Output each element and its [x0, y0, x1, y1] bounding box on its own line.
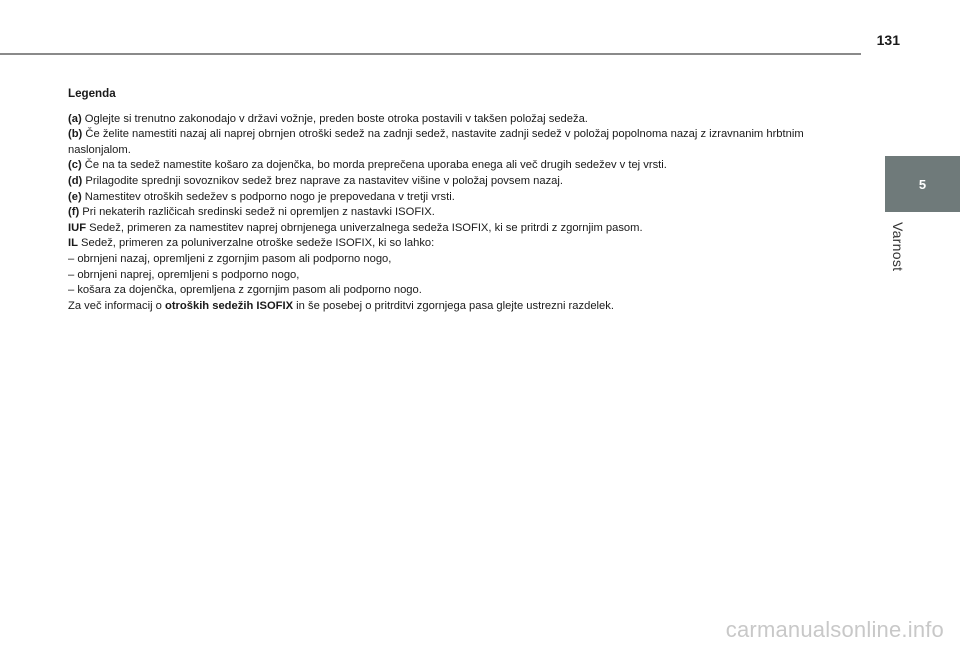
dash-item: – obrnjeni naprej, opremljeni s podporno nogo,	[68, 268, 300, 281]
footer-text-bold: otroških sedežih ISOFIX	[165, 299, 294, 312]
legend-text: Pri nekaterih različicah sredinski sedež ni opremljen z nastavki ISOFIX.	[79, 206, 435, 219]
legend-item-a	[68, 112, 858, 128]
legend-text: Sedež, primeren za namestitev naprej obrnjenega univerzalnega sedeža ISOFIX, ki se pritrdi z zgornjim pasom.	[86, 221, 643, 234]
legend-label: (f)	[68, 206, 80, 219]
legend-text: Če na ta sedež namestite košaro za dojenčka, bo morda preprečena uporaba enega ali več drugih sedežev v tej vrsti.	[81, 159, 667, 172]
legend-section	[68, 86, 858, 314]
legend-text: Oglejte si trenutno zakonodajo v državi vožnje, preden boste otroka postavili v takšen položaj sedeža.	[81, 112, 588, 125]
chapter-tab	[885, 156, 960, 212]
legend-item-b	[68, 127, 858, 158]
footer-note	[68, 299, 858, 315]
footer-text-after: in še posebej o pritrditvi zgornjega pasa glejte ustrezni razdelek.	[293, 299, 614, 312]
legend-label: IL	[68, 237, 78, 250]
legend-item-f	[68, 205, 858, 221]
legend-heading: Legenda	[68, 87, 116, 100]
chapter-title: Varnost	[890, 222, 906, 272]
legend-label: (d)	[68, 174, 83, 187]
legend-item-il	[68, 236, 858, 252]
legend-item-d	[68, 174, 858, 190]
legend-label: (e)	[68, 190, 82, 203]
legend-label: (a)	[68, 112, 82, 125]
page-number: 131	[876, 32, 900, 48]
legend-label: (b)	[68, 128, 83, 141]
legend-text: Če želite namestiti nazaj ali naprej obrnjen otroški sedež na zadnji sedež, nastavite zadnji sedež v položaj popolnoma nazaj z izravnanim hrbtnim naslonjalom.	[68, 128, 804, 156]
header-divider	[0, 53, 861, 55]
legend-label: IUF	[68, 221, 87, 234]
chapter-number: 5	[918, 176, 927, 192]
legend-label: (c)	[68, 159, 82, 172]
dash-item: – obrnjeni nazaj, opremljeni z zgornjim pasom ali podporno nogo,	[68, 252, 392, 265]
legend-text: Namestitev otroških sedežev s podporno nogo je prepovedana v tretji vrsti.	[81, 190, 455, 203]
legend-text: Prilagodite sprednji sovoznikov sedež brez naprave za nastavitev višine v položaj povsem nazaj.	[82, 174, 563, 187]
dash-item: – košara za dojenčka, opremljena z zgornjim pasom ali podporno nogo.	[68, 284, 422, 297]
legend-item-c	[68, 158, 858, 174]
legend-text: Sedež, primeren za poluniverzalne otroške sedeže ISOFIX, ki so lahko:	[77, 237, 435, 250]
footer-text-before: Za več informacij o	[68, 299, 165, 312]
legend-item-e	[68, 190, 858, 206]
legend-item-iuf	[68, 221, 858, 237]
watermark: carmanualsonline.info	[725, 617, 944, 642]
